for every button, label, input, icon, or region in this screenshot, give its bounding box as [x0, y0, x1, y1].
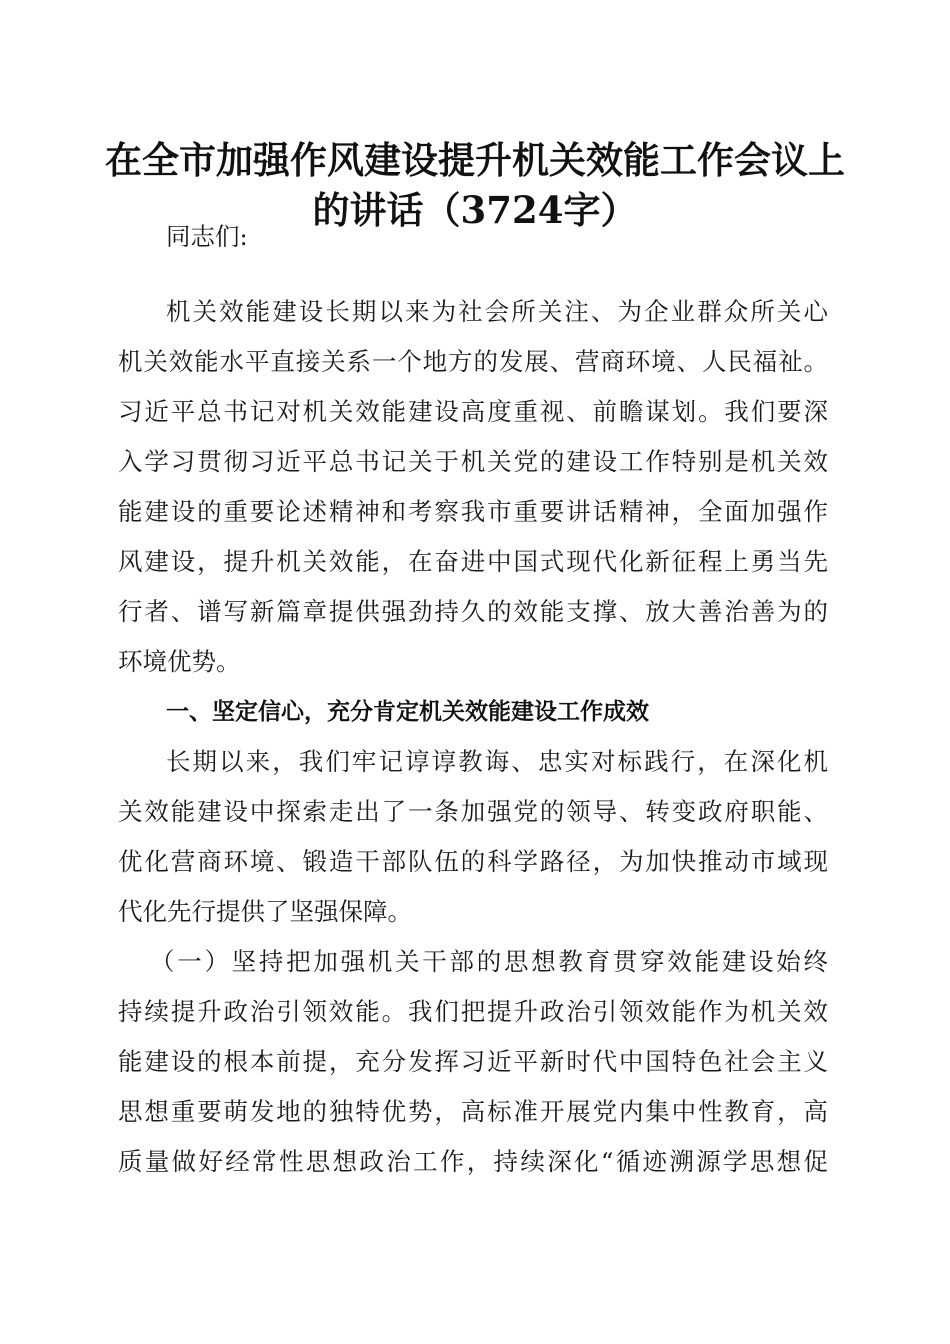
paragraph-line: （一）坚持把加强机关干部的思想教育贯穿效能建设始终 [150, 947, 828, 976]
paragraph-line: 风建设，提升机关效能，在奋进中国式现代化新征程上勇当先 [118, 547, 828, 576]
paragraph-line: 机关效能水平直接关系一个地方的发展、营商环境、人民福祉。 [118, 347, 828, 376]
paragraph-line: 优化营商环境、锻造干部队伍的科学路径，为加快推动市域现 [118, 847, 828, 876]
document-title-line-1: 在全市加强作风建设提升机关效能工作会议上 [105, 138, 845, 182]
paragraph-line: 环境优势。 [118, 647, 241, 676]
paragraph-line: 能建设的根本前提，充分发挥习近平新时代中国特色社会主义 [118, 1047, 828, 1076]
paragraph-line: 质量做好经常性思想政治工作，持续深化“循迹溯源学思想促 [118, 1147, 828, 1176]
paragraph-line: 入学习贯彻习近平总书记关于机关党的建设工作特别是机关效 [118, 447, 828, 476]
paragraph-line: 机关效能建设长期以来为社会所关注、为企业群众所关心 [166, 297, 828, 326]
paragraph-line: 长期以来，我们牢记谆谆教诲、忠实对标践行，在深化机 [166, 747, 828, 776]
paragraph-line: 持续提升政治引领效能。我们把提升政治引领效能作为机关效 [118, 997, 828, 1026]
paragraph-line: 思想重要萌发地的独特优势，高标准开展党内集中性教育，高 [118, 1097, 828, 1126]
paragraph-line: 行者、谱写新篇章提供强劲持久的效能支撑、放大善治善为的 [118, 597, 828, 626]
paragraph-line: 能建设的重要论述精神和考察我市重要讲话精神，全面加强作 [118, 497, 828, 526]
section-heading: 一、坚定信心，充分肯定机关效能建设工作成效 [166, 699, 649, 725]
salutation: 同志们: [166, 222, 248, 251]
paragraph-line: 代化先行提供了坚强保障。 [118, 897, 412, 926]
document-title-line-2: 的讲话（3724字） [312, 188, 638, 232]
paragraph-line: 关效能建设中探索走出了一条加强党的领导、转变政府职能、 [118, 797, 828, 826]
paragraph-line: 习近平总书记对机关效能建设高度重视、前瞻谋划。我们要深 [118, 397, 828, 426]
